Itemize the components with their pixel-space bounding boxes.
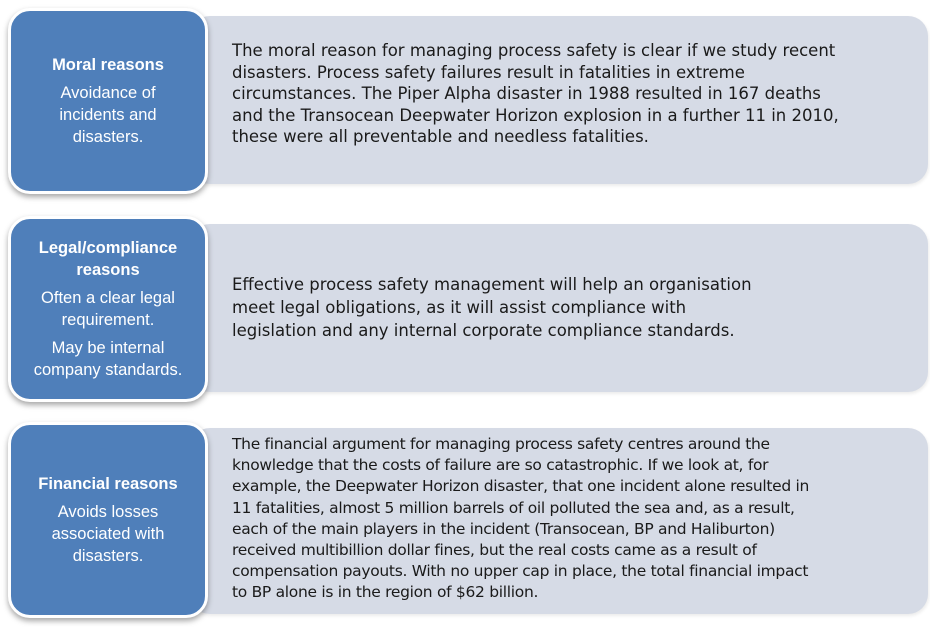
legal-compliance-description-standards: May be internal company standards. bbox=[33, 339, 183, 379]
moral-reasons-panel bbox=[190, 16, 928, 184]
moral-reasons-text: The moral reason for managing process safety is clear if we study recent disasters. Process safety failures result in fatalities in extreme circumstances. The Piper Alpha disaster in 1988 resulted in 167 deaths and the Transocean Deepwater Horizon explosion in a further 11 in 2010, these were all preventable and needless fatalities. bbox=[232, 41, 839, 146]
legal-compliance-panel bbox=[190, 224, 928, 392]
moral-reasons-badge bbox=[8, 8, 208, 194]
legal-compliance-text: Effective process safety management will help an organisation meet legal obligations, as it will assist compliance with legislation and any internal corporate compliance standards. bbox=[232, 275, 752, 340]
financial-reasons-panel bbox=[190, 428, 928, 614]
legal-compliance-badge bbox=[8, 216, 208, 402]
legal-compliance-title: Legal/compliance reasons bbox=[38, 239, 178, 279]
legal-compliance-description-requirement: Often a clear legal requirement. bbox=[41, 289, 175, 329]
moral-reasons-title: Moral reasons bbox=[52, 56, 164, 74]
financial-reasons-badge bbox=[8, 422, 208, 618]
financial-reasons-title: Financial reasons bbox=[38, 475, 178, 493]
moral-reasons-description: Avoidance of incidents and disasters. bbox=[59, 84, 157, 146]
financial-reasons-description: Avoids losses associated with disasters. bbox=[51, 503, 165, 565]
financial-reasons-text: The financial argument for managing process safety centres around the knowledge that the costs of failure are so catastrophic. If we look at, for example, the Deepwater Horizon disaster, that one incident alone resulted in 11 fatalities, almost 5 million barrels of oil polluted the sea and, as a result, each of the main players in the incident (Transocean, BP and Haliburton) received multibillion dollar fines, but the real costs came as a result of compensation payouts. With no upper cap in place, the total financial impact to BP alone is in the region of $62 billion. bbox=[232, 435, 810, 602]
